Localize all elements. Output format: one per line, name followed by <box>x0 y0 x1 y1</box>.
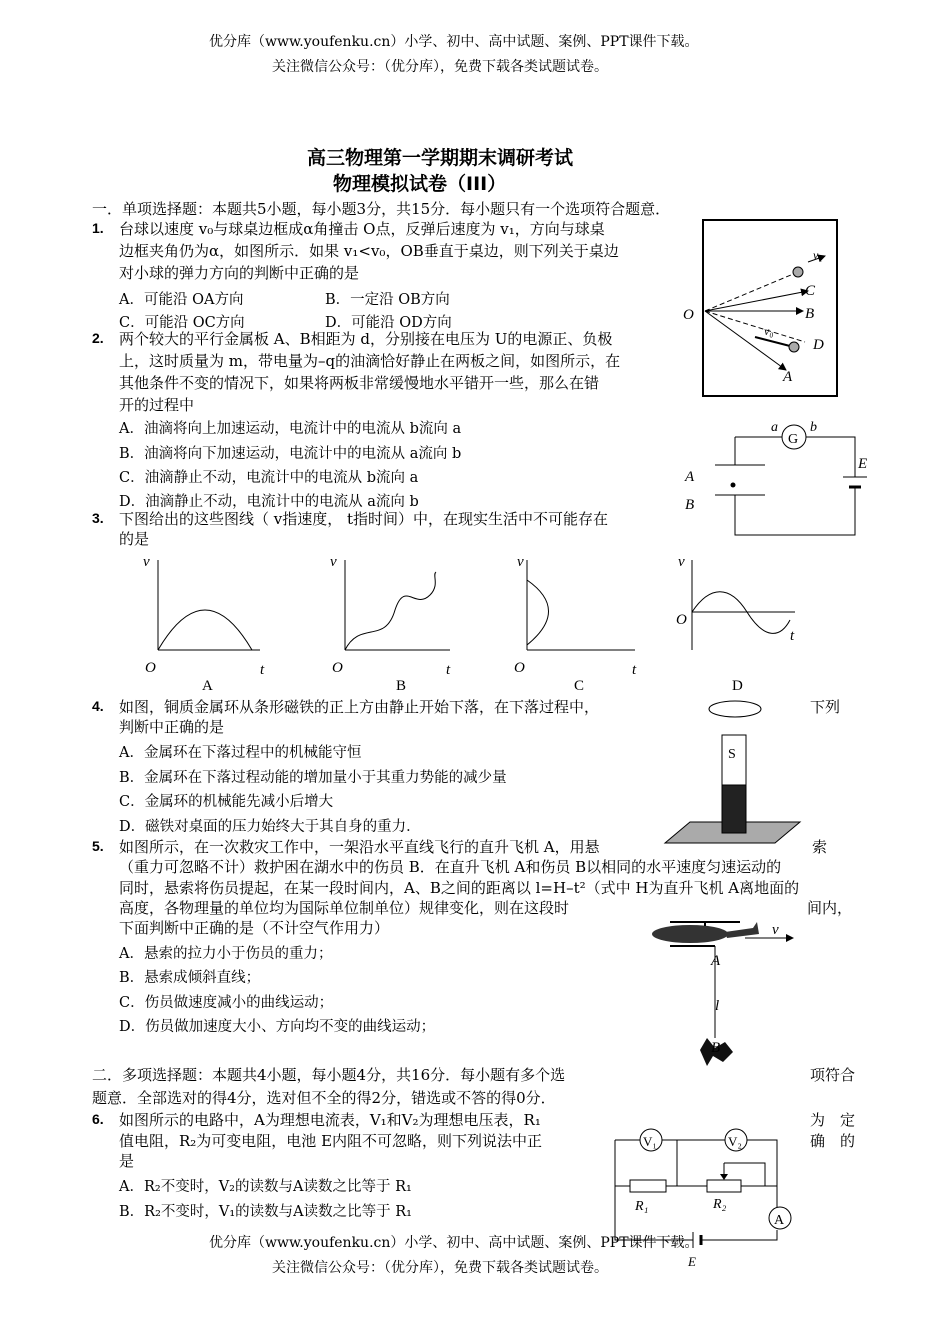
q6-figure <box>605 1118 815 1278</box>
curve-a <box>158 610 252 650</box>
label-b: B <box>711 1040 721 1056</box>
section2-line-2: 题意．全部选对的得4分，选对但不全的得2分，错选或不答的得0分． <box>92 1089 556 1107</box>
label-v: v <box>772 922 779 938</box>
q5-line-1b: 索 <box>812 838 828 856</box>
q4-number: 4. <box>92 698 104 714</box>
q3-line-2: 的是 <box>119 530 150 548</box>
label-o: O <box>683 307 694 323</box>
q5-option-c: C．伤员做速度减小的曲线运动； <box>119 995 334 1011</box>
resistor-r1 <box>630 1180 666 1192</box>
label-v1: v₁ <box>813 248 823 262</box>
q5-number: 5. <box>92 838 104 854</box>
label-d: D <box>813 337 824 353</box>
section2-line-1b: 项符合 <box>810 1066 856 1084</box>
label-a-terminal: a <box>771 420 778 435</box>
q6-line-2b: 确 的 <box>810 1132 856 1150</box>
q5-figure <box>645 910 805 1070</box>
magnet-s-label: S <box>728 747 736 762</box>
q6-line-2a: 值电阻，R₂为可变电阻，电池 E内阻不可忽略，则下列说法中正 <box>119 1132 543 1150</box>
graph-d <box>676 554 795 694</box>
q5-option-d: D．伤员做加速度大小、方向均不变的曲线运动； <box>119 1019 436 1035</box>
graph-b-v: v <box>330 554 337 570</box>
label-e: E <box>858 456 868 472</box>
graph-d-label: D <box>732 678 743 694</box>
ball-v1 <box>793 267 803 277</box>
q2-line-1: 两个较大的平行金属板 A、B相距为 d，分别接在电压为 U的电源正、负极 <box>119 330 613 348</box>
graph-c-v: v <box>517 554 524 570</box>
q4-option-d: D．磁铁对桌面的压力始终大于其自身的重力． <box>119 819 421 835</box>
label-b: B <box>805 306 815 322</box>
q5-line-5: 下面判断中正确的是（不计空气作用力） <box>119 919 390 937</box>
footer-line-1: 优分库（www.youfenku.cn）小学、初中、高中试题、案例、PPT课件下载。 <box>209 1235 699 1251</box>
circuit-wire <box>735 437 855 535</box>
q2-option-c: C．油滴静止不动，电流计中的电流从 b流向 a <box>119 470 419 486</box>
q4-option-b: B．金属环在下落过程动能的增加量小于其重力势能的减少量 <box>119 770 507 786</box>
q2-option-d: D．油滴静止不动，电流计中的电流从 a流向 b <box>119 494 419 510</box>
graph-b-o: O <box>332 660 343 676</box>
graph-a-v: v <box>143 554 150 570</box>
q5-line-1a: 如图所示，在一次救灾工作中，一架沿水平直线飞行的直升飞机 A，用悬 <box>119 838 600 856</box>
q2-option-a: A．油滴将向上加速运动，电流计中的电流从 b流向 a <box>119 421 462 437</box>
resistor-r2 <box>707 1180 741 1192</box>
curve-d <box>692 592 790 634</box>
label-a: A <box>774 1213 785 1228</box>
label-a: A <box>783 369 793 385</box>
ray-a <box>705 311 786 370</box>
q1-option-d: D．可能沿 OD方向 <box>325 315 452 331</box>
curve-c <box>527 580 549 645</box>
q2-option-b: B．油滴将向下加速运动，电流计中的电流从 a流向 b <box>119 446 462 462</box>
q1-line-1: 台球以速度 v₀与球桌边框成α角撞击 O点，反弹后速度为 v₁，方向与球桌 <box>119 220 605 238</box>
q3-line-1: 下图给出的这些图线（ v指速度， t指时间）中，在现实生活中不可能存在 <box>119 510 609 528</box>
table-border <box>703 220 837 396</box>
section1-heading: 一．单项选择题：本题共5小题，每小题3分，共15分．每小题只有一个选项符合题意． <box>92 200 671 218</box>
graph-b-t: t <box>446 662 451 678</box>
header-line-2: 关注微信公众号：（优分库），免费下载各类试题试卷。 <box>272 59 608 75</box>
label-r2: R₂ <box>713 1197 727 1212</box>
graph-a-t: t <box>260 662 265 678</box>
q1-line-3: 对小球的弹力方向的判断中正确的是 <box>119 264 360 282</box>
graph-c-label: C <box>574 678 585 694</box>
graph-c-o: O <box>514 660 525 676</box>
q6-line-3: 是 <box>119 1152 135 1170</box>
helicopter-body <box>652 925 728 943</box>
label-a: A <box>711 953 721 969</box>
q5-option-b: B．悬索成倾斜直线； <box>119 970 261 986</box>
section2-line-1a: 二．多项选择题：本题共4小题，每小题4分，共16分．每小题有多个选 <box>92 1066 566 1084</box>
oil-drop <box>731 483 736 488</box>
label-v2: V₂ <box>728 1134 742 1149</box>
q5-line-3: 同时，悬索将伤员提起，在某一段时间内，A、B之间的距离以 l=H–t²（式中 H为直升飞机 A离地面的 <box>119 879 800 897</box>
label-c: C <box>805 283 816 299</box>
footer-line-2: 关注微信公众号：（优分库），免费下载各类试题试卷。 <box>272 1260 608 1276</box>
label-g: G <box>788 432 799 447</box>
label-v1: V₁ <box>643 1134 657 1149</box>
graph-a-label: A <box>202 678 213 694</box>
label-r1: R₁ <box>635 1199 649 1214</box>
graph-d-t: t <box>790 628 795 644</box>
label-l: l <box>715 998 720 1014</box>
q1-figure <box>680 215 870 400</box>
q1-option-a: A．可能沿 OA方向 <box>119 292 244 308</box>
arrow-v0 <box>755 337 790 346</box>
q5-option-a: A．悬索的拉力小于伤员的重力； <box>119 946 333 962</box>
ball-v0 <box>789 342 799 352</box>
label-plate-b: B <box>685 497 695 513</box>
graph-c-t: t <box>632 662 637 678</box>
q2-line-3: 其他条件不变的情况下，如果将两板非常缓慢地水平错开一些，那么在错 <box>119 374 600 392</box>
q6-line-1b: 为 定 <box>810 1111 856 1129</box>
q2-line-4: 开的过程中 <box>119 396 195 414</box>
q4-option-c: C．金属环的机械能先减小后增大 <box>119 794 334 810</box>
q5-line-4b: 间内， <box>807 899 853 917</box>
magnet-n-half <box>722 785 746 833</box>
q1-number: 1. <box>92 220 104 236</box>
ray-v1 <box>705 272 798 311</box>
graph-a <box>143 554 265 694</box>
q1-option-b: B．一定沿 OB方向 <box>325 292 450 308</box>
ray-c <box>705 291 808 311</box>
q4-option-a: A．金属环在下落过程中的机械能守恒 <box>119 745 362 761</box>
q2-line-2: 上，这时质量为 m，带电量为–q的油滴恰好静止在两板之间，如图所示，在 <box>119 352 621 370</box>
q6-line-1a: 如图所示的电路中，A为理想电流表，V₁和V₂为理想电压表，R₁ <box>119 1111 541 1129</box>
label-v0: v₀ <box>764 324 774 338</box>
header-line-1: 优分库（www.youfenku.cn）小学、初中、高中试题、案例、PPT课件下载。 <box>209 34 699 50</box>
q2-number: 2. <box>92 330 104 346</box>
q1-option-c: C．可能沿 OC方向 <box>119 315 245 331</box>
graph-b <box>330 554 451 694</box>
q4-line-1a: 如图，铜质金属环从条形磁铁的正上方由静止开始下落，在下落过程中， <box>119 698 600 716</box>
q4-figure <box>660 695 810 850</box>
q6-number: 6. <box>92 1111 104 1127</box>
graph-d-v: v <box>678 554 685 570</box>
metal-ring <box>709 701 761 717</box>
q5-line-2: （重力可忽略不计）救护困在湖水中的伤员 B．在直升飞机 A和伤员 B以相同的水平速度匀速运动的 <box>119 858 782 876</box>
graph-c <box>514 554 637 694</box>
curve-b <box>345 572 436 650</box>
label-plate-a: A <box>685 469 695 485</box>
page-subtitle: 物理模拟试卷（III） <box>333 173 507 195</box>
q3-graphs <box>130 550 830 695</box>
helicopter-tail <box>725 922 759 938</box>
page-title: 高三物理第一学期期末调研考试 <box>307 147 574 169</box>
q4-line-2: 判断中正确的是 <box>119 718 225 736</box>
graph-b-label: B <box>396 678 407 694</box>
q3-number: 3. <box>92 510 104 526</box>
q1-line-2: 边框夹角仍为α，如图所示．如果 v₁<v₀，OB垂直于桌边，则下列关于桌边 <box>119 242 619 260</box>
q2-figure <box>680 415 870 540</box>
q5-line-4a: 高度，各物理量的单位均为国际单位制单位）规律变化，则在这段时 <box>119 899 570 917</box>
graph-d-o: O <box>676 612 687 628</box>
q4-line-1b: 下列 <box>810 698 841 716</box>
label-e: E <box>688 1254 696 1269</box>
q6-option-a: A．R₂不变时，V₂的读数与A读数之比等于 R₁ <box>119 1179 412 1195</box>
graph-a-o: O <box>145 660 156 676</box>
label-b-terminal: b <box>810 420 817 435</box>
q6-option-b: B．R₂不变时，V₁的读数与A读数之比等于 R₁ <box>119 1204 412 1220</box>
